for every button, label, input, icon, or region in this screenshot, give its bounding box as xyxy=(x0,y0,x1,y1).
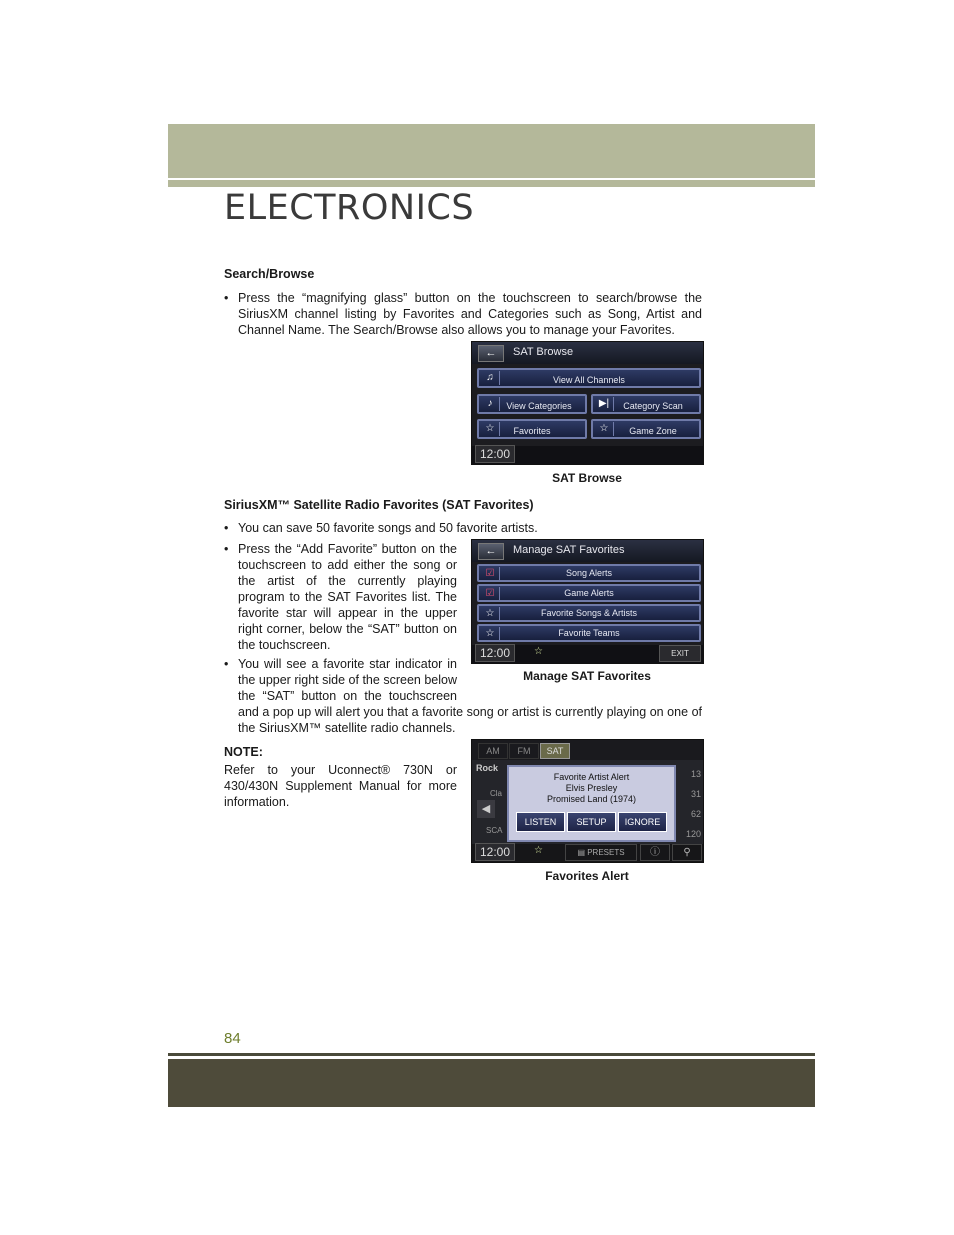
screen-footer xyxy=(472,844,703,862)
favorites-bullet-3: • You will see a favorite star indicator in the upper right side of the screen below the “SAT” button on the touchscreen and a pop up will alert you that a favorite song or artist is currently playing on one of the SiriusXM™ satellite radio channels. xyxy=(224,657,702,735)
bullet-dot: • xyxy=(224,291,229,305)
clock: 12:00 xyxy=(475,445,515,463)
skip-icon: ▶| xyxy=(595,397,614,411)
manage-favorites-screen xyxy=(471,539,704,664)
tab-bar xyxy=(472,740,703,760)
sat-browse-caption: SAT Browse xyxy=(552,471,622,485)
screen-footer xyxy=(472,446,703,464)
search-icon[interactable]: ⚲ xyxy=(672,844,702,861)
channel-number: 13 xyxy=(690,769,701,779)
note-text: Refer to your Uconnect® 730N or 430/430N Supplement Manual for more information. xyxy=(224,763,457,809)
clock: 12:00 xyxy=(475,843,515,861)
favorite-star-icon: ☆ xyxy=(534,646,543,657)
search-browse-bullet xyxy=(224,290,702,338)
view-categories-button[interactable]: ♪ View Categories xyxy=(477,394,587,414)
favorites-alert-screen xyxy=(471,739,704,863)
team-icon: ☆ xyxy=(481,627,500,641)
alert-popup xyxy=(507,765,676,842)
popup-song: Promised Land (1974) xyxy=(546,794,637,804)
header-band xyxy=(168,124,815,178)
guitar-icon: ♪ xyxy=(481,397,500,411)
footer-band xyxy=(168,1059,815,1107)
favorite-teams-button[interactable]: ☆ Favorite Teams xyxy=(477,624,701,642)
game-zone-icon: ☆ xyxy=(595,422,614,436)
tab-fm[interactable]: FM xyxy=(509,743,539,759)
screen-footer xyxy=(472,645,703,663)
info-icon[interactable]: ⓘ xyxy=(640,844,670,861)
search-browse-heading: Search/Browse xyxy=(224,267,315,281)
popup-artist: Elvis Presley xyxy=(565,783,618,793)
exit-button[interactable]: EXIT xyxy=(659,645,701,662)
footer-rule xyxy=(168,1053,815,1056)
side-fragment-1: Cla xyxy=(490,789,503,798)
favorites-alert-caption: Favorites Alert xyxy=(545,869,629,883)
channel-number: 62 xyxy=(690,809,701,819)
note-heading: NOTE: xyxy=(224,745,263,759)
tab-sat[interactable]: SAT xyxy=(540,743,570,759)
genre-label: Rock xyxy=(476,763,499,773)
prev-arrow-icon[interactable]: ◀ xyxy=(477,800,495,818)
bullet-text: Press the “magnifying glass” button on the touchscreen to search/browse the SiriusXM channel listing by Favorites and Categories such as Song, Artist and Channel Name. The Search/Browse also allows you to manage your Favorites. xyxy=(238,291,702,337)
back-arrow-icon[interactable]: ← xyxy=(478,543,504,560)
category-scan-button[interactable]: ▶| Category Scan xyxy=(591,394,701,414)
view-all-channels-button[interactable]: ♫ View All Channels xyxy=(477,368,701,388)
channel-number: 31 xyxy=(690,789,701,799)
screen-header xyxy=(472,342,703,364)
channel-icon: ♫ xyxy=(481,371,500,385)
channel-number: 120 xyxy=(685,829,701,839)
presets-button[interactable]: ▤ PRESETS xyxy=(565,844,637,861)
favorite-star-icon: ☆ xyxy=(534,845,543,856)
sat-favorites-heading: SiriusXM™ Satellite Radio Favorites (SAT Favorites) xyxy=(224,498,534,512)
ignore-button[interactable]: IGNORE xyxy=(618,812,667,832)
screen-title: SAT Browse xyxy=(513,346,574,358)
favorites-bullet-2: • Press the “Add Favorite” button on the touchscreen to add either the song or the artist of the currently playing program to the SAT Favorites list. The favorite star will appear in the upper right corner, below the “SAT” button on the touchscreen. xyxy=(224,542,457,652)
presets-icon: ▤ xyxy=(577,848,588,857)
popup-title: Favorite Artist Alert xyxy=(553,772,630,782)
screen-title: Manage SAT Favorites xyxy=(513,544,625,556)
section-title: ELECTRONICS xyxy=(224,188,475,228)
checkbox-icon: ☑ xyxy=(481,567,500,581)
favorite-star-icon: ☆ xyxy=(481,607,500,621)
channel-list xyxy=(675,764,701,844)
listen-button[interactable]: LISTEN xyxy=(516,812,565,832)
favorites-button[interactable]: ☆ Favorites xyxy=(477,419,587,439)
clock: 12:00 xyxy=(475,644,515,662)
page-number: 84 xyxy=(224,1030,241,1047)
favorites-bullet-1: • You can save 50 favorite songs and 50 favorite artists. xyxy=(224,521,538,535)
screen-header xyxy=(472,540,703,562)
game-zone-button[interactable]: ☆ Game Zone xyxy=(591,419,701,439)
song-alerts-button[interactable]: ☑ Song Alerts xyxy=(477,564,701,582)
setup-button[interactable]: SETUP xyxy=(567,812,616,832)
side-fragment-2: SCA xyxy=(486,826,503,835)
manage-favorites-caption: Manage SAT Favorites xyxy=(523,669,651,683)
game-alerts-button[interactable]: ☑ Game Alerts xyxy=(477,584,701,602)
back-arrow-icon[interactable]: ← xyxy=(478,345,504,362)
tab-am[interactable]: AM xyxy=(478,743,508,759)
header-rule xyxy=(168,180,815,187)
favorite-songs-artists-button[interactable]: ☆ Favorite Songs & Artists xyxy=(477,604,701,622)
sat-browse-screen xyxy=(471,341,704,465)
favorite-star-icon: ☆ xyxy=(481,422,500,436)
checkbox-icon: ☑ xyxy=(481,587,500,601)
